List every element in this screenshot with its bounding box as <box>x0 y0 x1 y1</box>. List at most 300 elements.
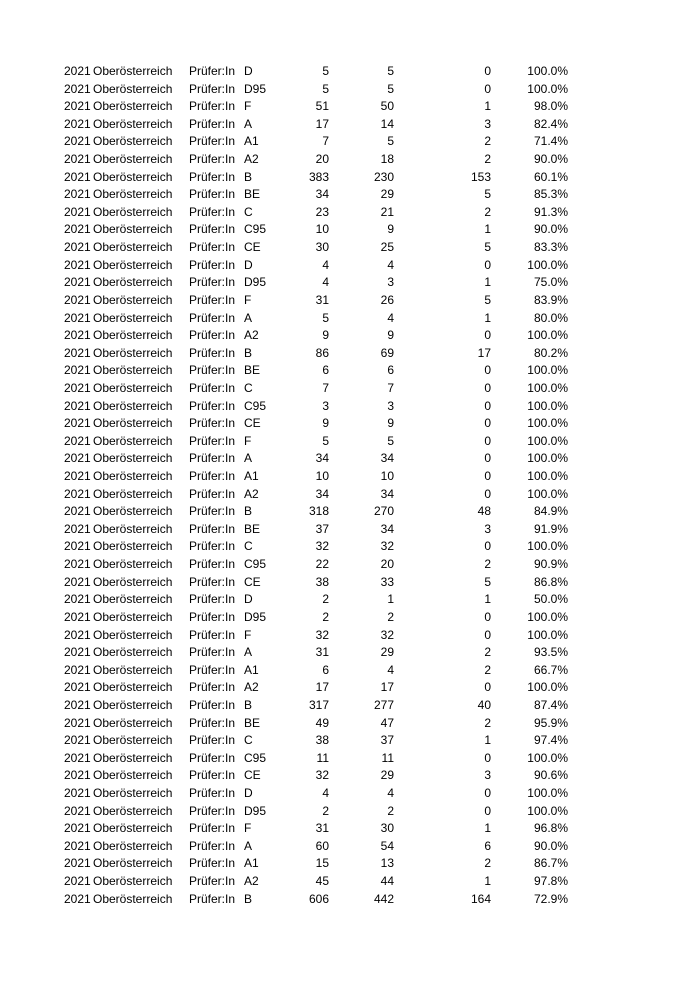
passed-count-cell: 2 <box>387 803 394 818</box>
table-row <box>0 644 700 662</box>
year-cell: 2021 <box>64 627 91 642</box>
table-row <box>0 591 700 609</box>
role-cell: Prüfer:In <box>189 363 236 378</box>
pass-rate-cell: 83.9% <box>533 292 568 307</box>
role-cell: Prüfer:In <box>189 240 236 255</box>
year-cell: 2021 <box>64 785 91 800</box>
failed-count-cell: 5 <box>484 574 491 589</box>
year-cell: 2021 <box>64 380 91 395</box>
region-cell: Oberösterreich <box>93 645 173 660</box>
role-cell: Prüfer:In <box>189 416 236 431</box>
total-count-cell: 3 <box>322 398 329 413</box>
passed-count-cell: 34 <box>380 451 394 466</box>
total-count-cell: 9 <box>322 416 329 431</box>
pass-rate-cell: 100.0% <box>527 380 568 395</box>
total-count-cell: 38 <box>315 574 329 589</box>
license-class-cell: B <box>244 169 253 184</box>
table-row <box>0 204 700 222</box>
role-cell: Prüfer:In <box>189 398 236 413</box>
pass-rate-cell: 75.0% <box>533 275 568 290</box>
failed-count-cell: 0 <box>484 328 491 343</box>
region-cell: Oberösterreich <box>93 803 173 818</box>
total-count-cell: 4 <box>322 257 329 272</box>
table-row <box>0 662 700 680</box>
pass-rate-cell: 96.8% <box>533 821 568 836</box>
total-count-cell: 34 <box>315 451 329 466</box>
failed-count-cell: 5 <box>484 240 491 255</box>
failed-count-cell: 2 <box>484 204 491 219</box>
pass-rate-cell: 100.0% <box>527 486 568 501</box>
table-row <box>0 380 700 398</box>
pass-rate-cell: 82.4% <box>533 116 568 131</box>
pass-rate-cell: 90.0% <box>533 152 568 167</box>
region-cell: Oberösterreich <box>93 451 173 466</box>
year-cell: 2021 <box>64 469 91 484</box>
role-cell: Prüfer:In <box>189 81 236 96</box>
license-class-cell: F <box>244 433 252 448</box>
failed-count-cell: 164 <box>470 891 491 906</box>
passed-count-cell: 7 <box>387 380 394 395</box>
pass-rate-cell: 90.6% <box>533 768 568 783</box>
pass-rate-cell: 100.0% <box>527 750 568 765</box>
region-cell: Oberösterreich <box>93 292 173 307</box>
role-cell: Prüfer:In <box>189 697 236 712</box>
total-count-cell: 37 <box>315 521 329 536</box>
table-row <box>0 345 700 363</box>
license-class-cell: A1 <box>244 134 259 149</box>
role-cell: Prüfer:In <box>189 169 236 184</box>
region-cell: Oberösterreich <box>93 680 173 695</box>
license-class-cell: C95 <box>244 398 267 413</box>
table-row <box>0 398 700 416</box>
passed-count-cell: 4 <box>387 257 394 272</box>
failed-count-cell: 0 <box>484 64 491 78</box>
failed-count-cell: 0 <box>484 627 491 642</box>
license-class-cell: C <box>244 380 253 395</box>
role-cell: Prüfer:In <box>189 433 236 448</box>
pass-rate-cell: 100.0% <box>527 803 568 818</box>
passed-count-cell: 26 <box>380 292 394 307</box>
license-class-cell: BE <box>244 187 261 202</box>
table-row <box>0 609 700 627</box>
license-class-cell: B <box>244 504 253 519</box>
passed-count-cell: 20 <box>380 557 394 572</box>
table-row <box>0 750 700 768</box>
region-cell: Oberösterreich <box>93 187 173 202</box>
year-cell: 2021 <box>64 345 91 360</box>
passed-count-cell: 5 <box>387 64 394 78</box>
pass-rate-cell: 91.9% <box>533 521 568 536</box>
total-count-cell: 20 <box>315 152 329 167</box>
year-cell: 2021 <box>64 662 91 677</box>
year-cell: 2021 <box>64 275 91 290</box>
passed-count-cell: 4 <box>387 662 394 677</box>
role-cell: Prüfer:In <box>189 856 236 871</box>
license-class-cell: B <box>244 345 253 360</box>
license-class-cell: B <box>244 891 253 906</box>
table-row <box>0 574 700 592</box>
table-row <box>0 627 700 645</box>
region-cell: Oberösterreich <box>93 750 173 765</box>
pass-rate-cell: 100.0% <box>527 469 568 484</box>
table-row <box>0 292 700 310</box>
passed-count-cell: 270 <box>373 504 394 519</box>
total-count-cell: 5 <box>322 81 329 96</box>
total-count-cell: 32 <box>315 627 329 642</box>
failed-count-cell: 0 <box>484 785 491 800</box>
year-cell: 2021 <box>64 134 91 149</box>
year-cell: 2021 <box>64 592 91 607</box>
pass-rate-cell: 86.7% <box>533 856 568 871</box>
license-class-cell: A <box>244 310 253 325</box>
year-cell: 2021 <box>64 240 91 255</box>
year-cell: 2021 <box>64 680 91 695</box>
region-cell: Oberösterreich <box>93 363 173 378</box>
region-cell: Oberösterreich <box>93 539 173 554</box>
region-cell: Oberösterreich <box>93 609 173 624</box>
role-cell: Prüfer:In <box>189 874 236 889</box>
table-row <box>0 133 700 151</box>
role-cell: Prüfer:In <box>189 64 236 78</box>
total-count-cell: 2 <box>322 592 329 607</box>
region-cell: Oberösterreich <box>93 169 173 184</box>
total-count-cell: 5 <box>322 64 329 78</box>
table-row <box>0 803 700 821</box>
passed-count-cell: 34 <box>380 521 394 536</box>
passed-count-cell: 34 <box>380 486 394 501</box>
failed-count-cell: 0 <box>484 363 491 378</box>
license-class-cell: A2 <box>244 152 259 167</box>
failed-count-cell: 0 <box>484 380 491 395</box>
region-cell: Oberösterreich <box>93 240 173 255</box>
total-count-cell: 17 <box>315 116 329 131</box>
year-cell: 2021 <box>64 152 91 167</box>
total-count-cell: 86 <box>315 345 329 360</box>
license-class-cell: BE <box>244 363 261 378</box>
failed-count-cell: 2 <box>484 134 491 149</box>
region-cell: Oberösterreich <box>93 204 173 219</box>
license-class-cell: F <box>244 99 252 114</box>
role-cell: Prüfer:In <box>189 257 236 272</box>
failed-count-cell: 6 <box>484 838 491 853</box>
role-cell: Prüfer:In <box>189 380 236 395</box>
failed-count-cell: 1 <box>484 592 491 607</box>
region-cell: Oberösterreich <box>93 785 173 800</box>
table-row <box>0 855 700 873</box>
role-cell: Prüfer:In <box>189 328 236 343</box>
role-cell: Prüfer:In <box>189 204 236 219</box>
license-class-cell: A2 <box>244 328 259 343</box>
total-count-cell: 32 <box>315 768 329 783</box>
table-row <box>0 679 700 697</box>
license-class-cell: F <box>244 292 252 307</box>
license-class-cell: F <box>244 627 252 642</box>
total-count-cell: 32 <box>315 539 329 554</box>
pass-rate-cell: 80.2% <box>533 345 568 360</box>
passed-count-cell: 25 <box>380 240 394 255</box>
region-cell: Oberösterreich <box>93 768 173 783</box>
pass-rate-cell: 100.0% <box>527 433 568 448</box>
role-cell: Prüfer:In <box>189 891 236 906</box>
failed-count-cell: 2 <box>484 557 491 572</box>
failed-count-cell: 0 <box>484 680 491 695</box>
license-class-cell: A1 <box>244 662 259 677</box>
total-count-cell: 34 <box>315 187 329 202</box>
passed-count-cell: 50 <box>380 99 394 114</box>
total-count-cell: 606 <box>308 891 329 906</box>
pass-rate-cell: 85.3% <box>533 187 568 202</box>
role-cell: Prüfer:In <box>189 750 236 765</box>
region-cell: Oberösterreich <box>93 504 173 519</box>
failed-count-cell: 1 <box>484 874 491 889</box>
total-count-cell: 51 <box>315 99 329 114</box>
passed-count-cell: 33 <box>380 574 394 589</box>
failed-count-cell: 0 <box>484 257 491 272</box>
license-class-cell: C95 <box>244 222 267 237</box>
table-row <box>0 521 700 539</box>
table-row <box>0 785 700 803</box>
table-row <box>0 715 700 733</box>
failed-count-cell: 40 <box>477 697 491 712</box>
passed-count-cell: 9 <box>387 328 394 343</box>
license-class-cell: C <box>244 733 253 748</box>
total-count-cell: 4 <box>322 785 329 800</box>
year-cell: 2021 <box>64 697 91 712</box>
year-cell: 2021 <box>64 204 91 219</box>
pass-rate-cell: 83.3% <box>533 240 568 255</box>
total-count-cell: 10 <box>315 469 329 484</box>
year-cell: 2021 <box>64 557 91 572</box>
region-cell: Oberösterreich <box>93 81 173 96</box>
pass-rate-cell: 90.0% <box>533 838 568 853</box>
year-cell: 2021 <box>64 292 91 307</box>
role-cell: Prüfer:In <box>189 486 236 501</box>
role-cell: Prüfer:In <box>189 662 236 677</box>
pass-rate-cell: 100.0% <box>527 416 568 431</box>
region-cell: Oberösterreich <box>93 821 173 836</box>
table-row <box>0 81 700 99</box>
passed-count-cell: 47 <box>380 715 394 730</box>
failed-count-cell: 0 <box>484 486 491 501</box>
region-cell: Oberösterreich <box>93 557 173 572</box>
region-cell: Oberösterreich <box>93 574 173 589</box>
total-count-cell: 383 <box>308 169 329 184</box>
table-row <box>0 415 700 433</box>
region-cell: Oberösterreich <box>93 662 173 677</box>
total-count-cell: 6 <box>322 662 329 677</box>
passed-count-cell: 32 <box>380 539 394 554</box>
failed-count-cell: 2 <box>484 152 491 167</box>
region-cell: Oberösterreich <box>93 152 173 167</box>
region-cell: Oberösterreich <box>93 856 173 871</box>
passed-count-cell: 29 <box>380 645 394 660</box>
passed-count-cell: 18 <box>380 152 394 167</box>
table-row <box>0 767 700 785</box>
failed-count-cell: 0 <box>484 81 491 96</box>
total-count-cell: 23 <box>315 204 329 219</box>
passed-count-cell: 3 <box>387 398 394 413</box>
table-row <box>0 503 700 521</box>
license-class-cell: D95 <box>244 609 267 624</box>
role-cell: Prüfer:In <box>189 152 236 167</box>
passed-count-cell: 11 <box>381 750 394 765</box>
license-class-cell: F <box>244 821 252 836</box>
passed-count-cell: 9 <box>387 222 394 237</box>
year-cell: 2021 <box>64 398 91 413</box>
table-row <box>0 116 700 134</box>
license-class-cell: CE <box>244 240 261 255</box>
year-cell: 2021 <box>64 222 91 237</box>
role-cell: Prüfer:In <box>189 821 236 836</box>
passed-count-cell: 6 <box>387 363 394 378</box>
failed-count-cell: 3 <box>484 521 491 536</box>
role-cell: Prüfer:In <box>189 609 236 624</box>
role-cell: Prüfer:In <box>189 345 236 360</box>
failed-count-cell: 17 <box>477 345 491 360</box>
total-count-cell: 2 <box>322 609 329 624</box>
license-class-cell: A2 <box>244 486 259 501</box>
year-cell: 2021 <box>64 504 91 519</box>
passed-count-cell: 230 <box>373 169 394 184</box>
region-cell: Oberösterreich <box>93 416 173 431</box>
region-cell: Oberösterreich <box>93 697 173 712</box>
region-cell: Oberösterreich <box>93 328 173 343</box>
region-cell: Oberösterreich <box>93 627 173 642</box>
license-class-cell: BE <box>244 521 261 536</box>
role-cell: Prüfer:In <box>189 310 236 325</box>
table-row <box>0 538 700 556</box>
table-row <box>0 327 700 345</box>
passed-count-cell: 54 <box>380 838 394 853</box>
table-row <box>0 63 700 81</box>
license-class-cell: CE <box>244 768 261 783</box>
region-cell: Oberösterreich <box>93 257 173 272</box>
total-count-cell: 11 <box>316 750 329 765</box>
table-row <box>0 362 700 380</box>
license-class-cell: D <box>244 785 253 800</box>
pass-rate-cell: 95.9% <box>533 715 568 730</box>
pass-rate-cell: 100.0% <box>527 398 568 413</box>
region-cell: Oberösterreich <box>93 874 173 889</box>
license-class-cell: CE <box>244 416 261 431</box>
failed-count-cell: 1 <box>484 310 491 325</box>
total-count-cell: 22 <box>315 557 329 572</box>
failed-count-cell: 0 <box>484 750 491 765</box>
table-row <box>0 450 700 468</box>
failed-count-cell: 2 <box>484 662 491 677</box>
role-cell: Prüfer:In <box>189 680 236 695</box>
license-class-cell: A2 <box>244 680 259 695</box>
year-cell: 2021 <box>64 81 91 96</box>
failed-count-cell: 1 <box>484 222 491 237</box>
passed-count-cell: 21 <box>380 204 394 219</box>
pass-rate-cell: 100.0% <box>527 609 568 624</box>
pass-rate-cell: 97.8% <box>533 874 568 889</box>
year-cell: 2021 <box>64 187 91 202</box>
total-count-cell: 5 <box>322 433 329 448</box>
total-count-cell: 4 <box>322 275 329 290</box>
license-class-cell: A <box>244 838 253 853</box>
table-row <box>0 820 700 838</box>
pass-rate-cell: 50.0% <box>533 592 568 607</box>
table-row <box>0 486 700 504</box>
failed-count-cell: 1 <box>484 99 491 114</box>
role-cell: Prüfer:In <box>189 557 236 572</box>
failed-count-cell: 3 <box>484 116 491 131</box>
passed-count-cell: 69 <box>380 345 394 360</box>
region-cell: Oberösterreich <box>93 521 173 536</box>
passed-count-cell: 442 <box>373 891 394 906</box>
failed-count-cell: 153 <box>470 169 491 184</box>
total-count-cell: 49 <box>315 715 329 730</box>
total-count-cell: 17 <box>315 680 329 695</box>
pass-rate-cell: 90.9% <box>533 557 568 572</box>
license-class-cell: A <box>244 451 253 466</box>
total-count-cell: 2 <box>322 803 329 818</box>
total-count-cell: 30 <box>315 240 329 255</box>
failed-count-cell: 1 <box>484 821 491 836</box>
license-class-cell: BE <box>244 715 261 730</box>
passed-count-cell: 1 <box>387 592 394 607</box>
pass-rate-cell: 100.0% <box>527 328 568 343</box>
region-cell: Oberösterreich <box>93 222 173 237</box>
year-cell: 2021 <box>64 169 91 184</box>
table-row <box>0 891 700 909</box>
license-class-cell: B <box>244 697 253 712</box>
region-cell: Oberösterreich <box>93 592 173 607</box>
license-class-cell: D <box>244 64 253 78</box>
passed-count-cell: 10 <box>380 469 394 484</box>
total-count-cell: 5 <box>322 310 329 325</box>
pass-rate-cell: 100.0% <box>527 64 568 78</box>
total-count-cell: 6 <box>322 363 329 378</box>
pass-rate-cell: 60.1% <box>533 169 568 184</box>
role-cell: Prüfer:In <box>189 539 236 554</box>
license-class-cell: A1 <box>244 856 259 871</box>
role-cell: Prüfer:In <box>189 574 236 589</box>
total-count-cell: 10 <box>315 222 329 237</box>
license-class-cell: C <box>244 204 253 219</box>
pass-rate-cell: 100.0% <box>527 680 568 695</box>
pass-rate-cell: 100.0% <box>527 785 568 800</box>
license-class-cell: CE <box>244 574 261 589</box>
total-count-cell: 31 <box>315 821 329 836</box>
passed-count-cell: 37 <box>380 733 394 748</box>
table-row <box>0 556 700 574</box>
year-cell: 2021 <box>64 609 91 624</box>
region-cell: Oberösterreich <box>93 733 173 748</box>
table-row <box>0 697 700 715</box>
region-cell: Oberösterreich <box>93 99 173 114</box>
total-count-cell: 318 <box>308 504 329 519</box>
year-cell: 2021 <box>64 750 91 765</box>
failed-count-cell: 0 <box>484 469 491 484</box>
pass-rate-cell: 87.4% <box>533 697 568 712</box>
passed-count-cell: 5 <box>387 81 394 96</box>
table-row <box>0 221 700 239</box>
data-table <box>0 63 700 908</box>
pass-rate-cell: 100.0% <box>527 451 568 466</box>
role-cell: Prüfer:In <box>189 592 236 607</box>
year-cell: 2021 <box>64 768 91 783</box>
year-cell: 2021 <box>64 328 91 343</box>
table-row <box>0 274 700 292</box>
failed-count-cell: 0 <box>484 539 491 554</box>
failed-count-cell: 0 <box>484 433 491 448</box>
year-cell: 2021 <box>64 874 91 889</box>
failed-count-cell: 0 <box>484 451 491 466</box>
role-cell: Prüfer:In <box>189 99 236 114</box>
